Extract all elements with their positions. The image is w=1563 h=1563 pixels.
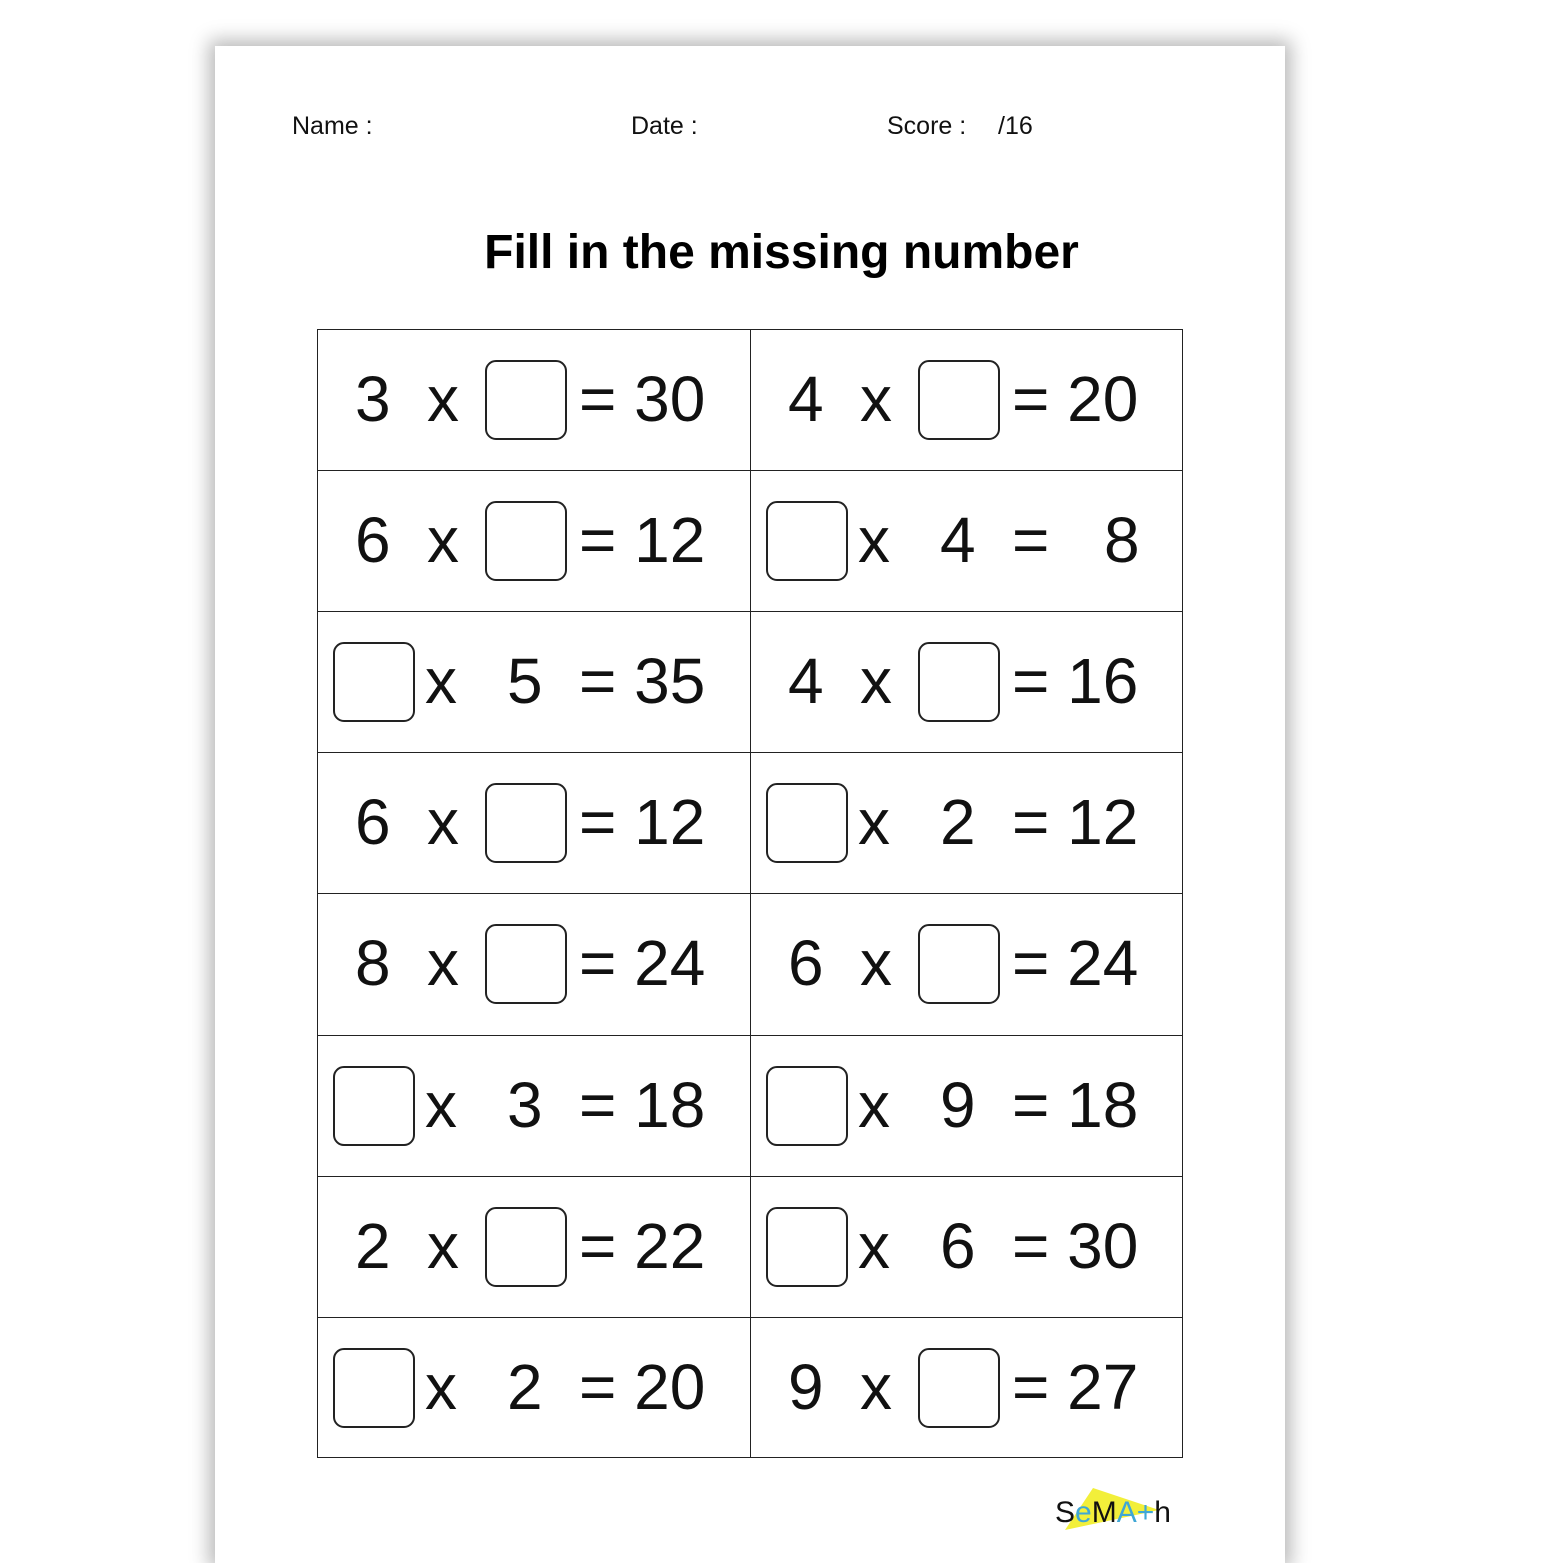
problem-cell xyxy=(317,470,750,611)
factor-value: 6 xyxy=(355,786,391,859)
times-sign: x xyxy=(427,1209,459,1282)
answer-box[interactable] xyxy=(333,1066,415,1146)
answer-box[interactable] xyxy=(485,360,567,440)
answer-box[interactable] xyxy=(485,1207,567,1287)
svg-text:SeMA+h: SeMA+h xyxy=(1055,1496,1171,1529)
factor-value: 3 xyxy=(507,1068,543,1141)
problem-cell xyxy=(750,470,1183,611)
problem-cell xyxy=(317,752,750,893)
answer-box[interactable] xyxy=(918,360,1000,440)
equals-result: = 27 xyxy=(1012,1350,1139,1423)
times-sign: x xyxy=(858,504,890,577)
score-total: /16 xyxy=(998,112,1033,140)
problem-cell xyxy=(750,329,1183,470)
answer-box[interactable] xyxy=(918,924,1000,1004)
times-sign: x xyxy=(858,1068,890,1141)
times-sign: x xyxy=(427,504,459,577)
answer-box[interactable] xyxy=(766,501,848,581)
factor-value: 6 xyxy=(788,927,824,1000)
factor-value: 2 xyxy=(355,1209,391,1282)
equals-result: = 12 xyxy=(579,504,706,577)
problem-cell xyxy=(317,893,750,1034)
times-sign: x xyxy=(425,1068,457,1141)
problem-cell xyxy=(750,1317,1183,1458)
equals-result: = 20 xyxy=(1012,363,1139,435)
equals-result: = 30 xyxy=(579,363,706,435)
times-sign: x xyxy=(860,1350,892,1423)
answer-box[interactable] xyxy=(918,1348,1000,1428)
factor-value: 4 xyxy=(788,645,824,718)
factor-value: 5 xyxy=(507,645,543,718)
problem-cell xyxy=(750,1176,1183,1317)
problem-cell xyxy=(750,1035,1183,1176)
score-label: Score : xyxy=(887,112,967,140)
times-sign: x xyxy=(425,645,457,718)
problem-cell xyxy=(317,1317,750,1458)
equals-result: = 30 xyxy=(1012,1209,1139,1282)
equals-result: = 16 xyxy=(1012,645,1139,718)
answer-box[interactable] xyxy=(485,783,567,863)
equals-result: = 18 xyxy=(579,1068,706,1141)
factor-value: 9 xyxy=(940,1068,976,1141)
problem-cell xyxy=(317,1035,750,1176)
times-sign: x xyxy=(425,1350,457,1423)
times-sign: x xyxy=(427,363,459,435)
answer-box[interactable] xyxy=(766,783,848,863)
equals-result: = 24 xyxy=(579,927,706,1000)
answer-box[interactable] xyxy=(766,1066,848,1146)
times-sign: x xyxy=(858,1209,890,1282)
date-label: Date : xyxy=(631,112,698,140)
answer-box[interactable] xyxy=(485,501,567,581)
answer-box[interactable] xyxy=(766,1207,848,1287)
times-sign: x xyxy=(427,786,459,859)
equals-result: = 12 xyxy=(1012,786,1139,859)
worksheet-title: Fill in the missing number xyxy=(484,226,1079,279)
result-value: 8 xyxy=(1104,504,1140,577)
answer-box[interactable] xyxy=(918,642,1000,722)
factor-value: 6 xyxy=(355,504,391,577)
factor-value: 4 xyxy=(788,363,824,435)
equals-result: = 24 xyxy=(1012,927,1139,1000)
equals-result: = 12 xyxy=(579,786,706,859)
factor-value: 4 xyxy=(940,504,976,577)
answer-box[interactable] xyxy=(333,1348,415,1428)
answer-box[interactable] xyxy=(333,642,415,722)
semath-logo xyxy=(1053,1482,1171,1537)
times-sign: x xyxy=(858,786,890,859)
factor-value: 2 xyxy=(507,1350,543,1423)
problem-cell xyxy=(317,329,750,470)
problem-cell xyxy=(750,611,1183,752)
equals-sign: = xyxy=(1012,504,1050,577)
factor-value: 2 xyxy=(940,786,976,859)
times-sign: x xyxy=(860,927,892,1000)
equals-result: = 35 xyxy=(579,645,706,718)
factor-value: 6 xyxy=(940,1209,976,1282)
times-sign: x xyxy=(860,363,892,435)
times-sign: x xyxy=(427,927,459,1000)
factor-value: 9 xyxy=(788,1350,824,1423)
problem-cell xyxy=(750,893,1183,1034)
times-sign: x xyxy=(860,645,892,718)
factor-value: 3 xyxy=(355,363,391,435)
name-label: Name : xyxy=(292,112,373,140)
equals-result: = 20 xyxy=(579,1350,706,1423)
problem-cell xyxy=(317,1176,750,1317)
equals-result: = 18 xyxy=(1012,1068,1139,1141)
answer-box[interactable] xyxy=(485,924,567,1004)
problem-cell xyxy=(750,752,1183,893)
factor-value: 8 xyxy=(355,927,391,1000)
equals-result: = 22 xyxy=(579,1209,706,1282)
problem-cell xyxy=(317,611,750,752)
